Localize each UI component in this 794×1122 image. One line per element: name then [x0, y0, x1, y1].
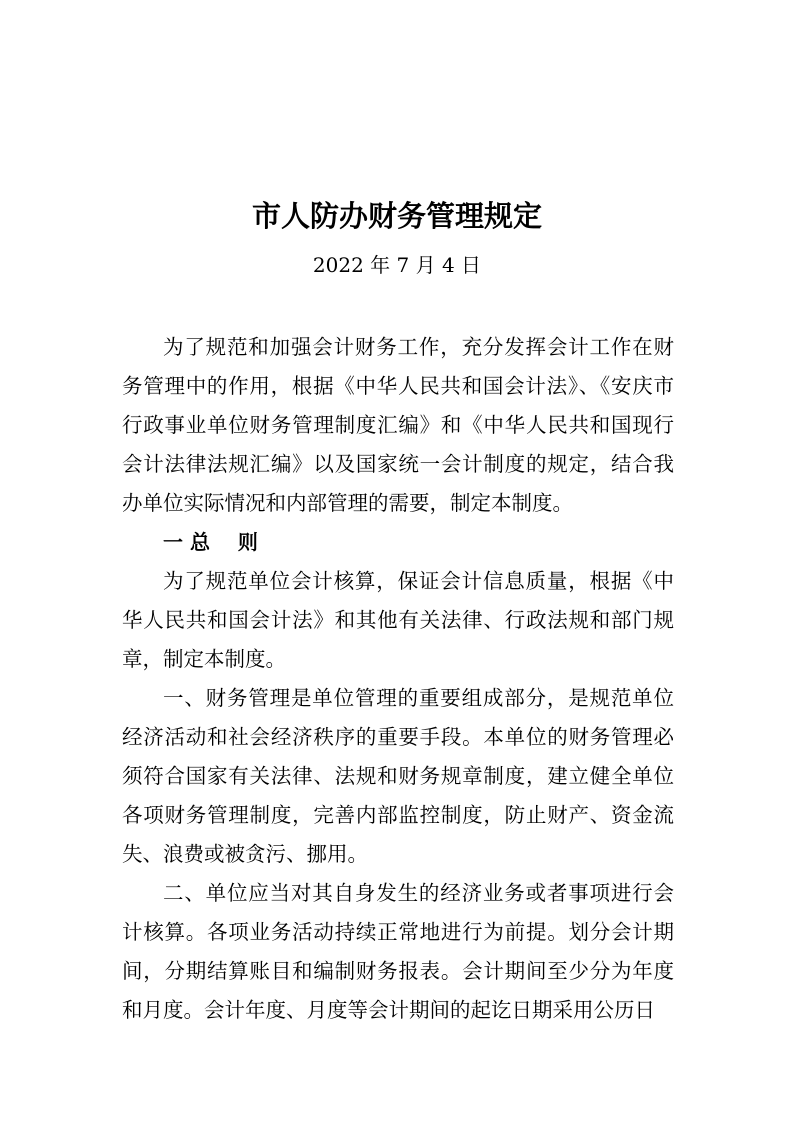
- intro-paragraph: 为了规范和加强会计财务工作，充分发挥会计工作在财务管理中的作用，根据《中华人民共和国会计法》、《安庆市行政事业单位财务管理制度汇编》和《中华人民共和国现行会计法律法规汇编》以及国家统一会计制度的规定，结合我办单位实际情况和内部管理的需要，制定本制度。: [122, 335, 674, 515]
- section-heading: [122, 523, 674, 562]
- document-date: 2022 年 7 月 4 日: [312, 253, 482, 277]
- document-body: [122, 328, 674, 1030]
- section-heading-text: 一 总 则: [163, 530, 258, 554]
- section-paragraph: 为了规范单位会计核算，保证会计信息质量，根据《中华人民共和国会计法》和其他有关法律、行政法规和部门规章，制定本制度。: [122, 569, 674, 671]
- document-title: 市人防办财务管理规定: [251, 199, 542, 233]
- section-paragraph: 二、单位应当对其自身发生的经济业务或者事项进行会计核算。各项业务活动持续正常地进行为前提。划分会计期间，分期结算账目和编制财务报表。会计期间至少分为年度和月度。会计年度、月度等会计期间的起讫日期采用公历日: [122, 881, 674, 1022]
- section-paragraph: 一、财务管理是单位管理的重要组成部分，是规范单位经济活动和社会经济秩序的重要手段。本单位的财务管理必须符合国家有关法律、法规和财务规章制度，建立健全单位各项财务管理制度，完善内部监控制度，防止财产、资金流失、浪费或被贪污、挪用。: [122, 686, 674, 866]
